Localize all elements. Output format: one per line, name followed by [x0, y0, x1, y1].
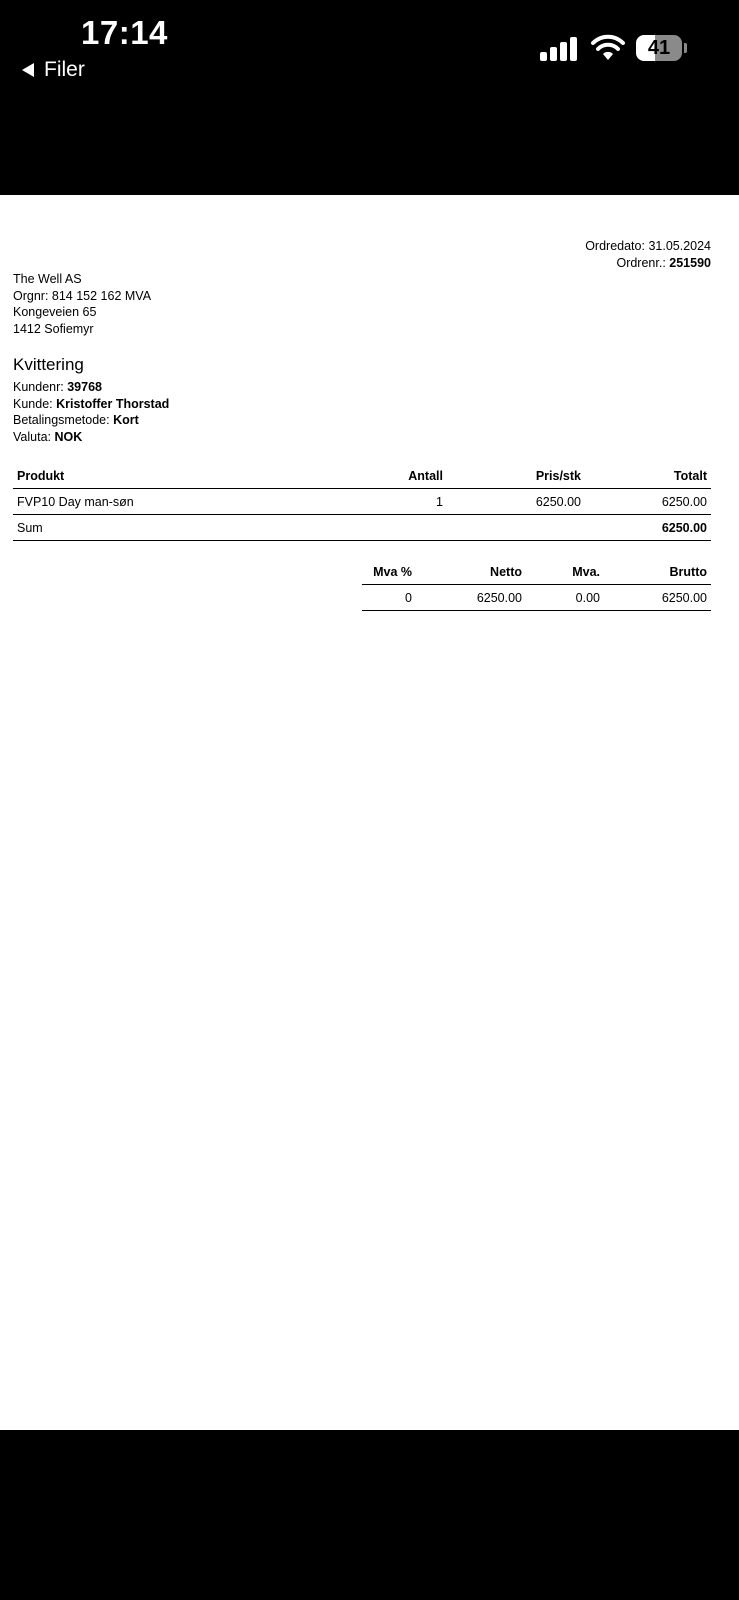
currency: Valuta: NOK: [13, 429, 83, 444]
products-table: [13, 463, 711, 541]
bottom-area: [0, 1430, 739, 1600]
customer-name: Kunde: Kristoffer Thorstad: [13, 396, 170, 411]
sum-label: Sum: [13, 515, 313, 541]
vat-rate: 0: [362, 585, 416, 611]
back-arrow-icon: [22, 63, 34, 77]
status-bar: [0, 0, 739, 195]
header-net: Netto: [416, 559, 526, 585]
company-name: The Well AS: [13, 272, 82, 286]
header-total: Totalt: [585, 463, 711, 489]
vat-header-row: [362, 559, 711, 585]
vat-amount: 0.00: [526, 585, 604, 611]
payment-method: Betalingsmetode: Kort: [13, 413, 139, 427]
product-price: 6250.00: [447, 489, 585, 515]
order-number: Ordrenr.: 251590: [616, 256, 711, 270]
header-price: Pris/stk: [447, 463, 585, 489]
table-row: [362, 585, 711, 611]
order-info: [585, 238, 711, 272]
header-vat-rate: Mva %: [362, 559, 416, 585]
vat-net: 6250.00: [416, 585, 526, 611]
product-name: FVP10 Day man-søn: [13, 489, 313, 515]
header-gross: Brutto: [604, 559, 711, 585]
receipt-document: [0, 195, 739, 1430]
wifi-icon: [590, 34, 626, 62]
battery-level: 41: [647, 37, 671, 59]
back-button[interactable]: [22, 58, 85, 82]
vat-table: [362, 559, 711, 611]
header-product: Produkt: [13, 463, 313, 489]
battery-icon: [636, 35, 684, 62]
customer-info: [13, 379, 169, 445]
company-street: Kongeveien 65: [13, 305, 97, 319]
status-time: 17:14: [81, 14, 168, 51]
cellular-signal-icon: [540, 37, 578, 61]
customer-number: Kundenr: 39768: [13, 380, 102, 394]
sum-value: 6250.00: [661, 520, 707, 535]
products-header-row: [13, 463, 711, 489]
sum-row: [13, 515, 711, 541]
company-orgnr: Orgnr: 814 152 162 MVA: [13, 288, 152, 303]
order-date: Ordredato: 31.05.2024: [585, 239, 711, 253]
vat-gross: 6250.00: [604, 585, 711, 611]
header-vat: Mva.: [526, 559, 604, 585]
product-qty: 1: [313, 489, 447, 515]
receipt-title: Kvittering: [13, 355, 84, 374]
header-qty: Antall: [313, 463, 447, 489]
table-row: [13, 489, 711, 515]
back-label: Filer: [44, 58, 85, 81]
company-address: [13, 271, 151, 337]
company-city: 1412 Sofiemyr: [13, 321, 94, 336]
product-total: 6250.00: [585, 489, 711, 515]
